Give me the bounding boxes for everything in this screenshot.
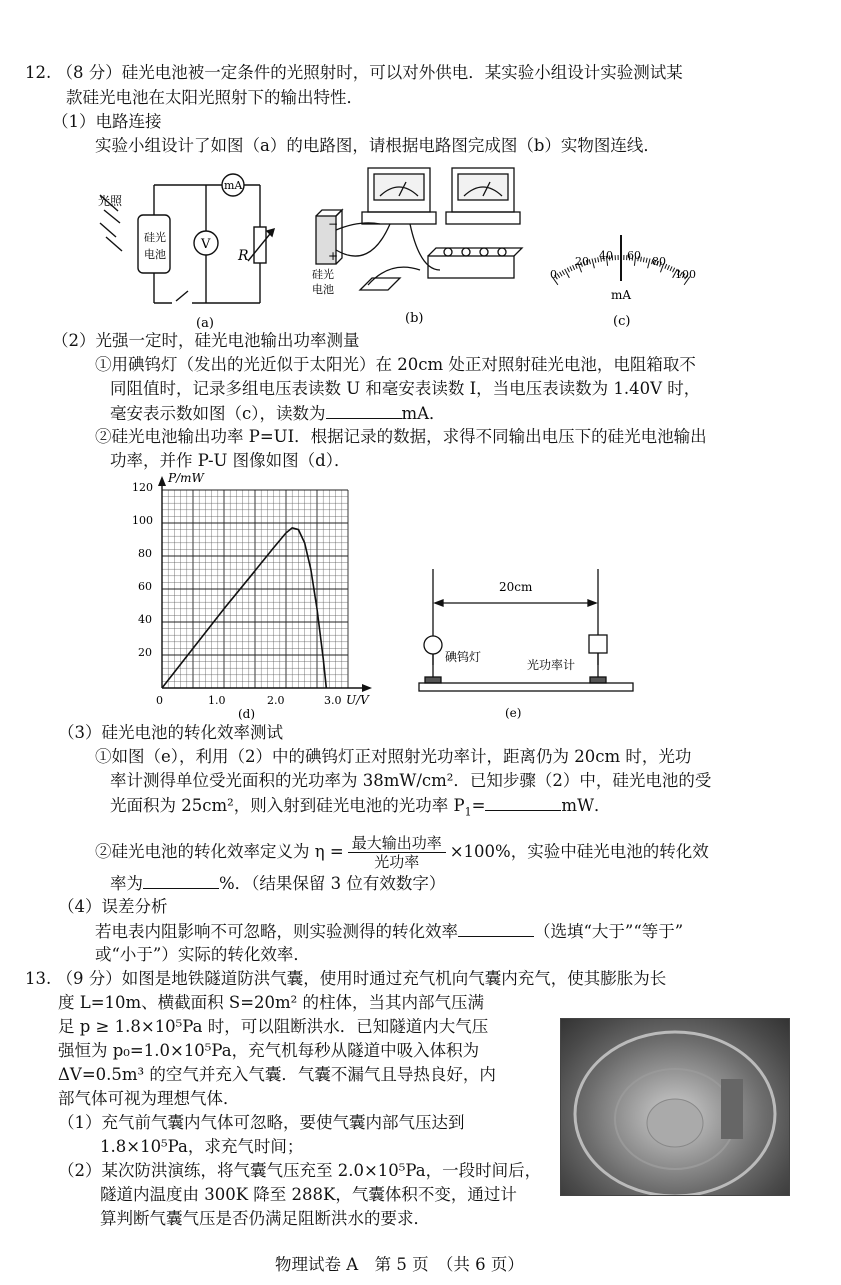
fraction-denominator: 光功率: [374, 853, 420, 871]
scale-label-40: 40: [599, 249, 613, 262]
scale-label-100: 100: [675, 268, 696, 281]
fig-b-cell-label2: 电池: [312, 283, 334, 296]
q12-sub2-a2: 同阻值时，记录多组电压表读数 U 和毫安表读数 I，当电压表读数为 1.40V 时，: [110, 379, 701, 398]
efficiency-fraction: [348, 834, 446, 871]
scale-tick: [595, 258, 596, 263]
q12-sub1: （1）电路连接: [52, 112, 162, 131]
figure-c-meter-scale: [535, 225, 705, 335]
q12-sub3-a2: 率计测得单位受光面积的光功率为 38mW/cm²．已知步骤（2）中，硅光电池的受: [110, 771, 712, 790]
figure-b-physical: [300, 160, 530, 335]
y-tick-120: 120: [132, 481, 153, 494]
fig-d-caption: (d): [238, 707, 256, 720]
fig-e-distance: 20cm: [499, 580, 533, 594]
q12-line1: 12. （8 分）硅光电池被一定条件的光照射时，可以对外供电．某实验小组设计实验测试某: [25, 63, 683, 82]
q12-sub1-text: 实验小组设计了如图（a）的电路图，请根据电路图完成图（b）实物图连线．: [95, 136, 660, 155]
fig-b-minus: −: [328, 217, 339, 231]
q12-sub4: （4）误差分析: [58, 897, 168, 916]
scale-label-0: 0: [550, 268, 557, 281]
chart-ylabel: P/mW: [168, 471, 204, 485]
q12-sub3-b1-text2: ×100%，实验中硅光电池的转化效: [449, 842, 709, 861]
fig-c-caption: (c): [613, 314, 631, 329]
q13-line6: 部气体可视为理想气体．: [58, 1089, 240, 1108]
fig-a-light-label: 光照: [98, 194, 123, 208]
q13-line2: 度 L=10m、横截面积 S=20m² 的柱体，当其内部气压满: [58, 993, 485, 1012]
fig-b-cell-label1: 硅光: [312, 268, 334, 281]
scale-unit: mA: [611, 288, 632, 302]
q12-line2: 款硅光电池在太阳光照射下的输出特性．: [66, 88, 363, 107]
scale-tick: [648, 259, 650, 269]
q12-sub3-a3: [110, 794, 611, 823]
fig-a-voltmeter: V: [201, 237, 211, 252]
page-footer: 物理试卷 A 第 5 页 （共 6 页）: [275, 1255, 524, 1274]
x-tick-0: 0: [156, 694, 163, 707]
scale-tick: [670, 266, 672, 271]
fig-b-caption: (b): [405, 311, 424, 326]
fraction-numerator: 最大输出功率: [348, 834, 446, 853]
p1-subscript: 1: [464, 805, 472, 819]
q12-sub3-b2-text2: %．（结果保留 3 位有效数字）: [219, 874, 446, 893]
scale-tick: [589, 259, 590, 264]
answer-blank-efficiency[interactable]: [143, 872, 219, 889]
q12-sub3-b1: [95, 832, 709, 872]
q12-sub2-b2: 功率，并作 P-U 图像如图（d）．: [110, 451, 351, 470]
q12-sub4-t1-text2: （选填“大于”“等于”: [534, 922, 684, 941]
fig-e-caption: (e): [505, 706, 522, 720]
answer-blank-p1[interactable]: [485, 794, 561, 811]
answer-blank-ma-reading[interactable]: [326, 402, 402, 419]
q13-line1: 13. （9 分）如图是地铁隧道防洪气囊，使用时通过充气机向气囊内充气，使其膨胀为长: [25, 969, 667, 988]
y-tick-100: 100: [132, 514, 153, 527]
fig-a-cell-label1: 硅光: [144, 231, 166, 244]
q13-line3: 足 p ≥ 1.8×10⁵Pa 时，可以阻断洪水．已知隧道内大气压: [58, 1017, 489, 1036]
q12-sub3-a1: ①如图（e），利用（2）中的碘钨灯正对照射光功率计，距离仍为 20cm 时，光功: [95, 747, 692, 766]
q12-sub4-t1-text: 若电表内阻影响不可忽略，则实验测得的转化效率: [95, 922, 458, 941]
x-tick-2: 2.0: [267, 694, 285, 707]
y-tick-40: 40: [138, 613, 152, 626]
fig-a-cell-label2: 电池: [144, 248, 166, 261]
q12-sub3: （3）硅光电池的转化效率测试: [58, 723, 283, 742]
q12-sub3-a3-eq: =: [471, 796, 486, 815]
y-tick-80: 80: [138, 547, 152, 560]
fig-e-meter-label: 光功率计: [527, 658, 576, 672]
q12-sub2-a3-text: 毫安表示数如图（c），读数为: [110, 404, 326, 423]
fig-a-milliammeter: mA: [224, 179, 243, 192]
scale-tick: [570, 266, 572, 271]
q12-sub2-b1: ②硅光电池输出功率 P=UI．根据记录的数据，求得不同输出电压下的硅光电池输出: [95, 427, 707, 446]
q12-sub2-a3-unit: mA．: [401, 404, 446, 423]
y-tick-20: 20: [138, 646, 152, 659]
q13-part2c: 算判断气囊气压是否仍满足阻断洪水的要求．: [100, 1209, 430, 1228]
q13-line5: ΔV=0.5m³ 的空气并充入气囊．气囊不漏气且导热良好，内: [58, 1065, 496, 1084]
scale-label-20: 20: [575, 255, 589, 268]
scale-tick: [560, 272, 563, 276]
q12-sub4-t2: 或“小于”）实际的转化效率．: [95, 945, 310, 964]
fig-e-lamp-label: 碘钨灯: [445, 650, 482, 664]
q13-part1a: （1）充气前气囊内气体可忽略，要使气囊内部气压达到: [58, 1113, 465, 1132]
fig-b-plus: +: [328, 249, 339, 263]
scale-tick: [567, 268, 569, 272]
chart-xlabel: U/V: [346, 693, 369, 707]
figure-e-setup: [415, 565, 645, 725]
q12-sub2-a1: ①用碘钨灯（发出的光近似于太阳光）在 20cm 处正对照射硅光电池，电阻箱取不: [95, 355, 696, 374]
fig-a-caption: (a): [196, 316, 214, 331]
x-tick-3: 3.0: [324, 694, 342, 707]
q12-sub3-a3-unit: mW．: [561, 796, 611, 815]
q12-sub3-b2: [110, 872, 445, 895]
answer-blank-compare[interactable]: [458, 920, 534, 937]
scale-tick: [592, 259, 594, 269]
q12-sub2-a3: [110, 402, 446, 425]
x-tick-1: 1.0: [208, 694, 226, 707]
q13-part2a: （2）某次防洪演练，将气囊气压充至 2.0×10⁵Pa，一段时间后，: [58, 1161, 542, 1180]
scale-label-80: 80: [652, 255, 666, 268]
q12-sub4-t1: [95, 920, 683, 943]
fig-a-resistor: R: [238, 248, 249, 264]
scale-tick: [562, 270, 564, 274]
figure-a-circuit: [90, 165, 280, 335]
scale-label-60: 60: [627, 249, 641, 262]
scale-tick: [643, 257, 644, 262]
scale-tick: [646, 258, 647, 263]
q12-sub3-b2-text: 率为: [110, 874, 143, 893]
q13-part2b: 隧道内温度由 300K 降至 288K，气囊体积不变，通过计: [100, 1185, 517, 1204]
y-tick-60: 60: [138, 580, 152, 593]
q12-sub3-b1-text: ②硅光电池的转化效率定义为 η =: [95, 842, 344, 861]
q12-sub3-a3-text: 光面积为 25cm²，则入射到硅光电池的光功率 P: [110, 796, 465, 815]
q13-line4: 强恒为 p₀=1.0×10⁵Pa，充气机每秒从隧道中吸入体积为: [58, 1041, 480, 1060]
q12-sub2: （2）光强一定时，硅光电池输出功率测量: [52, 331, 360, 350]
figure-d-pu-chart: [120, 470, 390, 720]
tunnel-airbag-photo: [560, 1018, 790, 1196]
scale-tick: [557, 273, 560, 277]
q13-part1b: 1.8×10⁵Pa，求充气时间；: [100, 1137, 304, 1156]
scale-tick: [667, 265, 669, 270]
